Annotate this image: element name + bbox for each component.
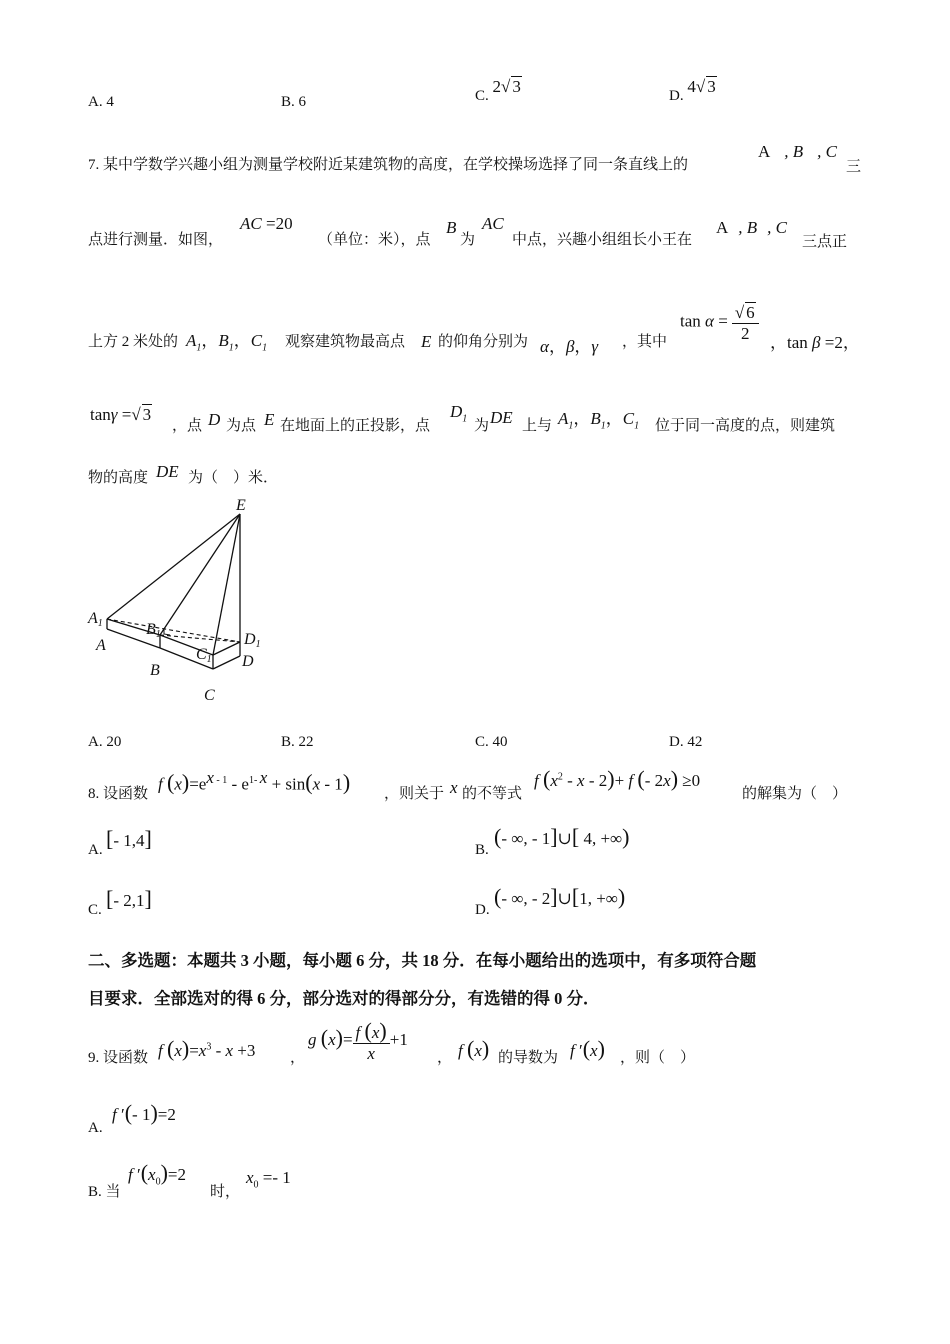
q6-option-b: B. 6 — [281, 94, 307, 110]
q9-option-a: f ′(- 1)=2 — [112, 1100, 176, 1125]
q8-var-x: x — [450, 778, 458, 797]
q7-line5-b: 为（ ）米． — [188, 470, 279, 486]
q7-line1: 7. 某中学数学兴趣小组为测量学校附近某建筑物的高度，在学校操场选择了同一条直线上的 — [88, 157, 689, 173]
q9-f: f (x) — [458, 1036, 490, 1061]
q9-f-prime: f ′(x) — [570, 1036, 605, 1061]
q7-line3: 上方 2 米处的 — [88, 334, 179, 350]
q9-stem-a: 9. 设函数 — [88, 1050, 149, 1066]
section2-heading-line1: 二、多选题：本题共 3 小题，每小题 6 分，共 18 分．在每小题给出的选项中，有多项符合题 — [88, 951, 757, 970]
q7-point-d: D — [208, 410, 221, 429]
q7-points-abc-2: A , B , C — [716, 218, 788, 237]
q6-option-d: D. 4√ 3 — [669, 77, 716, 104]
q9-option-b-result: $x_0 =- 1$ — [246, 1168, 291, 1191]
q7-line3-b: 观察建筑物最高点 — [285, 334, 406, 350]
q8-option-c: [- 2,1] — [106, 886, 152, 911]
q9-stem-b: ， — [290, 1050, 306, 1066]
q9-option-b-when: 时， — [210, 1184, 241, 1200]
q8-option-a-label: A. — [88, 842, 103, 858]
q8-option-d: (- ∞, - 2]∪[1, +∞) — [494, 884, 626, 909]
label-c: C — [204, 687, 215, 704]
q7-angles: α，β，γ — [540, 337, 599, 356]
q7-line2-b: （单位：米），点 — [318, 232, 431, 248]
q7-point-e2: E — [264, 410, 275, 429]
q7-line3-d: ，其中 — [622, 334, 668, 350]
q9-stem-e: ，则（ ） — [620, 1050, 696, 1066]
q7-option-a: A. 20 — [88, 734, 122, 750]
q7-line4-f: 位于同一高度的点，则建筑 — [655, 418, 836, 434]
q6-option-c: C. 2√ 3 — [475, 77, 521, 104]
label-c1: C1 — [196, 646, 212, 665]
q9-g-def: g (x)= $\frac{f (x)}{x}$ +1 — [308, 1018, 408, 1064]
q9-option-a-label: A. — [88, 1120, 103, 1136]
label-b: B — [150, 662, 160, 679]
q8-option-a: [- 1,4] — [106, 826, 152, 851]
q9-option-b-cond: f $'(x_0)=2$ — [128, 1160, 186, 1188]
label-d: D — [242, 653, 254, 670]
q7-point-e: E — [421, 332, 432, 351]
q8-stem-c: 的不等式 — [462, 786, 523, 802]
q7-line2-c: 为 — [460, 232, 476, 248]
q7-tan-gamma: tanγ =√ 3 — [90, 405, 152, 424]
q6-option-a: A. 4 — [88, 94, 114, 110]
q7-ac-eq: AC =20 — [240, 214, 293, 233]
q7-points-a1b1c1-2: $A_1$，$B_1$，$C_1$ — [558, 409, 640, 432]
q8-stem-a: 8. 设函数 — [88, 786, 149, 802]
q7-point-b: B — [446, 218, 457, 237]
q7-line4-e: 上与 — [522, 418, 553, 434]
q8-stem-b: ，则关于 — [384, 786, 445, 802]
q7-points-a1b1c1: $A_1$，$B_1$，$C_1$ — [186, 331, 268, 354]
q8-stem-d: 的解集为（ ） — [742, 786, 848, 802]
q7-points-abc: A , B , C — [758, 142, 838, 161]
q7-line5: 物的高度 — [88, 470, 149, 486]
building-figure — [80, 492, 280, 712]
q7-line3-c: 的仰角分别为 — [438, 334, 529, 350]
q7-option-d: D. 42 — [669, 734, 703, 750]
q8-option-b-label: B. — [475, 842, 489, 858]
q7-line4-d: 为 — [474, 418, 490, 434]
q7-option-b: B. 22 — [281, 734, 314, 750]
q7-point-d1: $D_1$ — [450, 402, 468, 425]
q7-line2-d: 中点，兴趣小组组长小王在 — [512, 232, 693, 248]
q7-tan-alpha: tan α = $\frac{√ 6}{2}$ — [680, 302, 759, 343]
q9-option-b-label: B. 当 — [88, 1184, 121, 1200]
q7-line2: 点进行测量．如图， — [88, 232, 224, 248]
q7-line4-c: 在地面上的正投影，点 — [280, 418, 431, 434]
q7-de: DE — [490, 408, 513, 427]
q7-line2-e: 三点正 — [802, 234, 848, 250]
q9-f-def: f $(x)=x^3 - x +3$ — [158, 1036, 256, 1061]
q9-stem-d: 的导数为 — [498, 1050, 559, 1066]
label-b1: B1 — [146, 621, 161, 640]
label-d1: D1 — [244, 631, 261, 650]
q7-line4-b: 为点 — [226, 418, 257, 434]
label-e: E — [236, 497, 246, 514]
q8-option-b: (- ∞, - 1]∪[ 4, +∞) — [494, 824, 630, 849]
q7-de-2: DE — [156, 462, 179, 481]
q8-option-d-label: D. — [475, 902, 490, 918]
q7-line1-end: 三 — [846, 159, 862, 175]
q8-option-c-label: C. — [88, 902, 102, 918]
q7-line4-a: ，点 — [172, 418, 203, 434]
q9-stem-c: ， — [437, 1050, 453, 1066]
q7-ac: AC — [482, 214, 504, 233]
label-a1: A1 — [88, 610, 103, 629]
q8-function: f $(x)=e^{x - 1} - e^{1- x} + \sin(x - 1)$ — [158, 768, 351, 795]
q7-tan-beta: ，tan β =2， — [770, 333, 860, 352]
q8-inequality: f $(x^2 - x - 2)+ f$ (- 2x) ≥0 — [534, 766, 701, 791]
section2-heading-line2: 目要求．全部选对的得 6 分，部分选对的得部分分，有选错的得 0 分． — [88, 989, 600, 1008]
label-a: A — [96, 637, 106, 654]
q7-option-c: C. 40 — [475, 734, 508, 750]
